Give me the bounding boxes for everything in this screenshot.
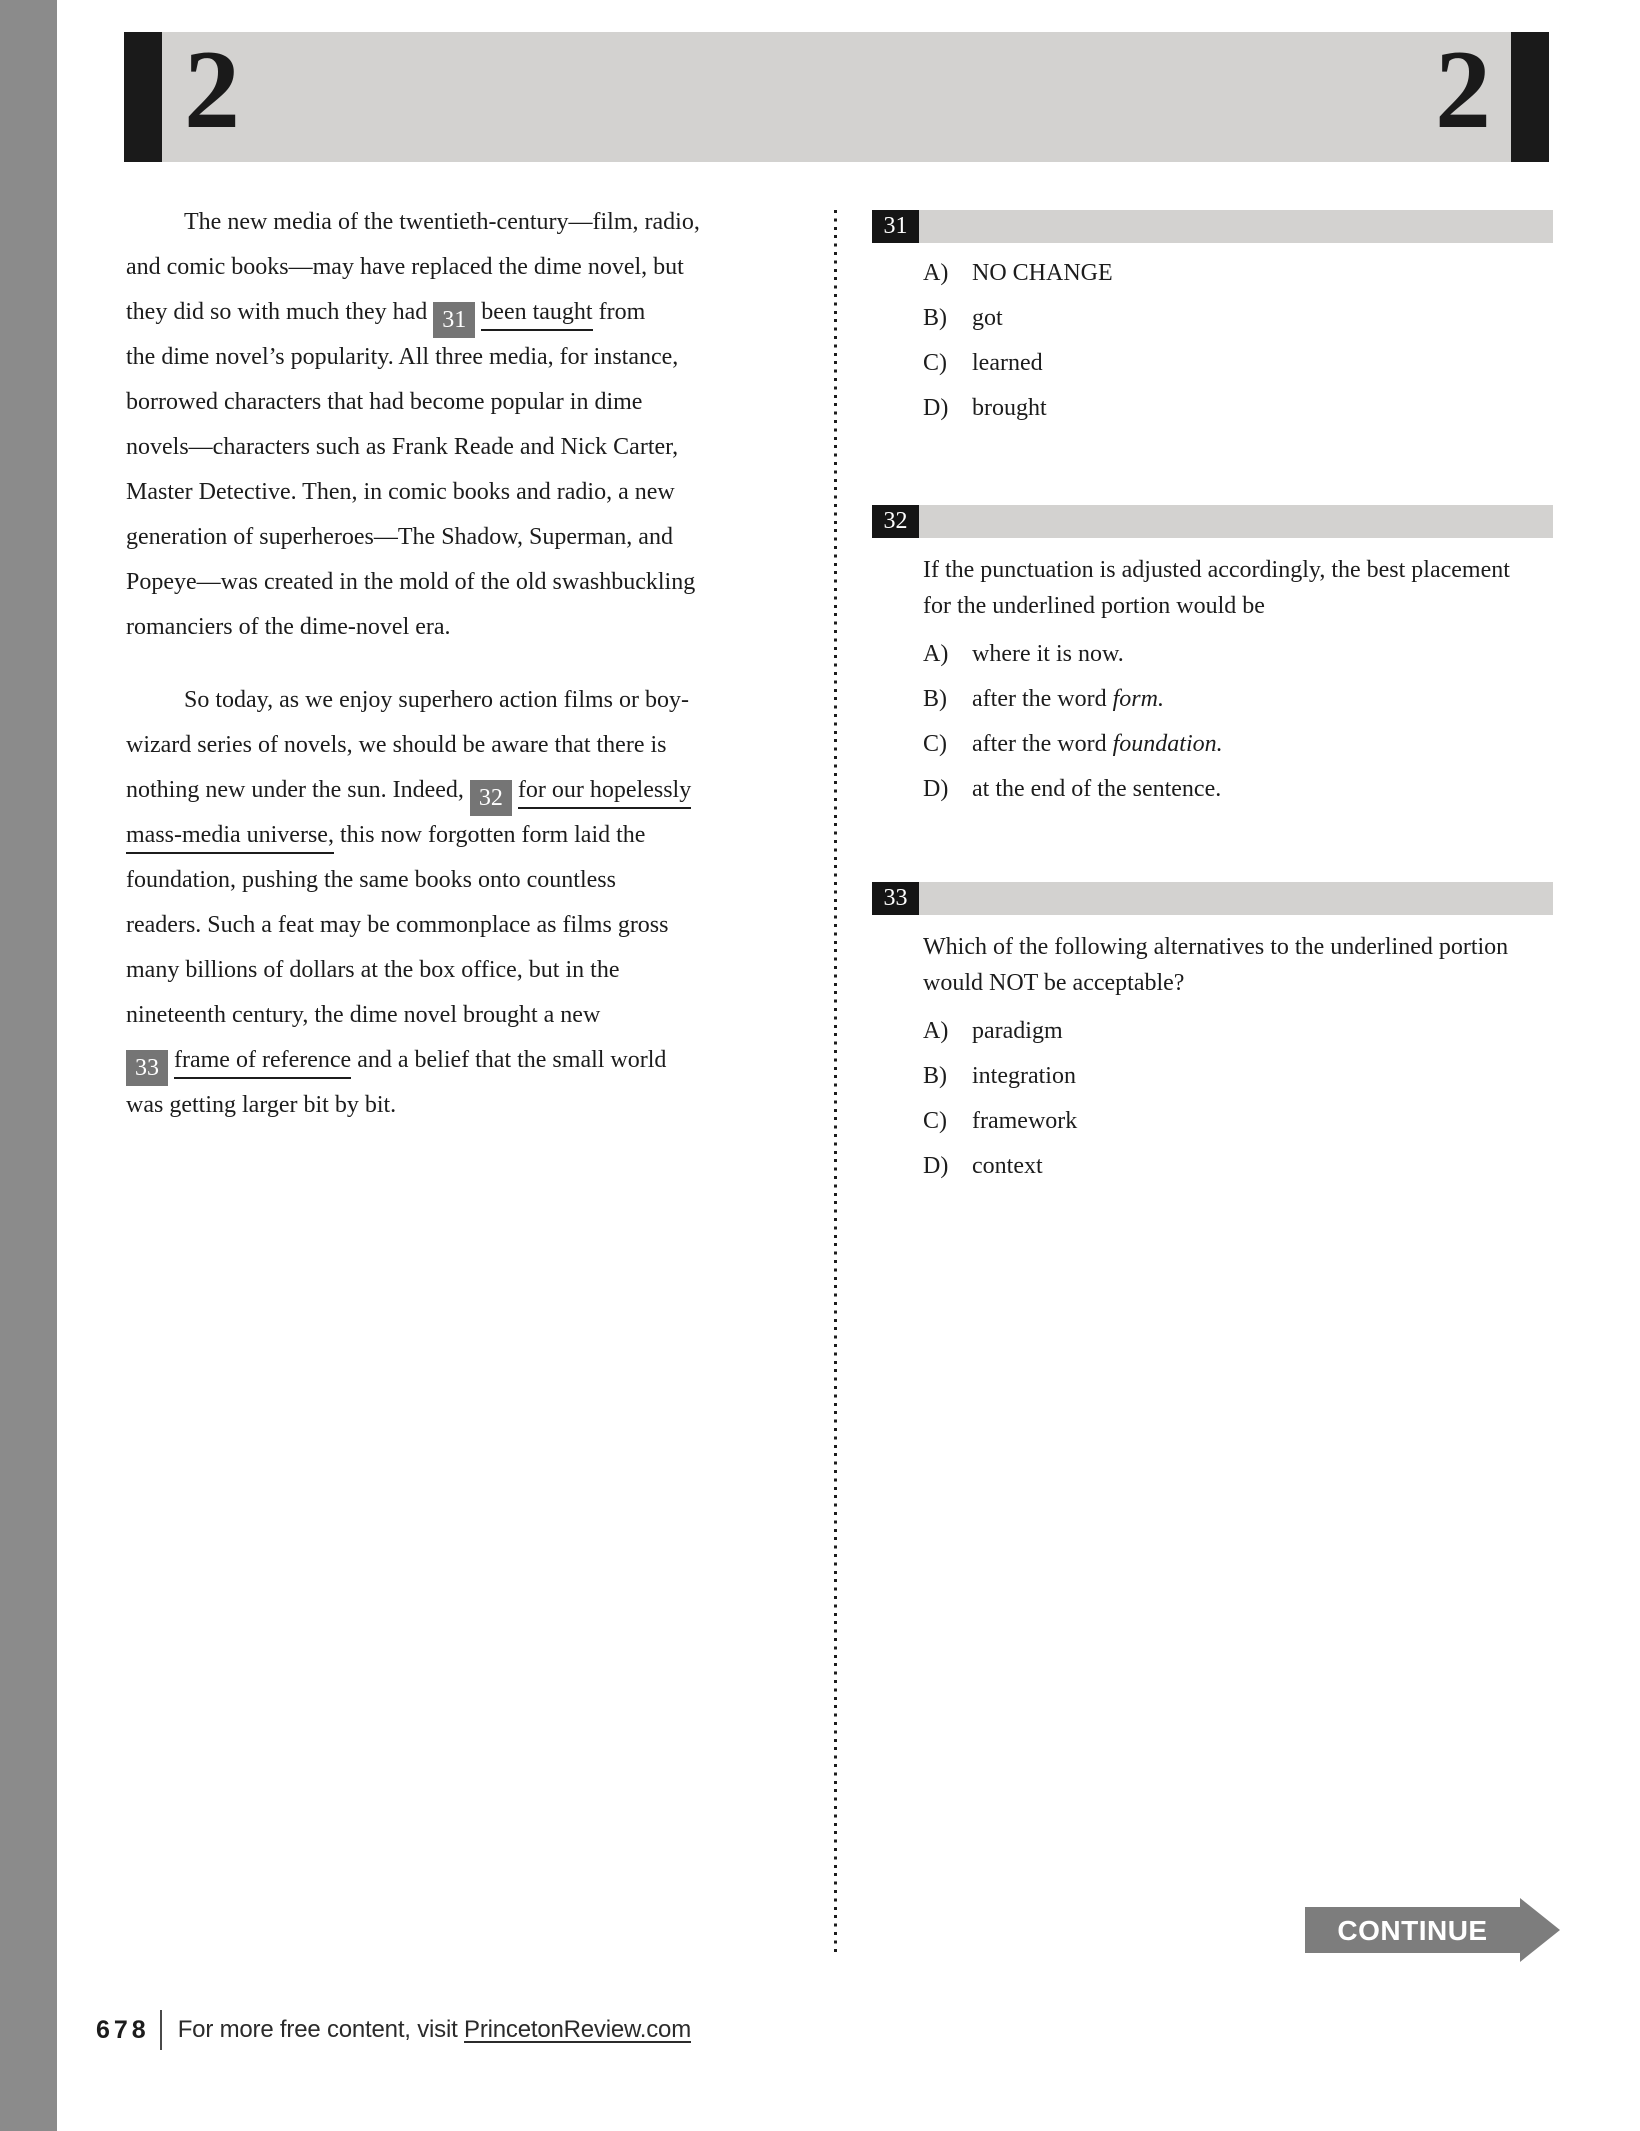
- question-intro: If the punctuation is adjusted accordingly, the best placement for the underlined portion would be: [923, 557, 1510, 619]
- option-text: [972, 395, 1047, 421]
- passage-text: nineteenth century, the dime novel brought a new: [126, 1002, 601, 1028]
- option-text-segment: foundation.: [1112, 731, 1223, 757]
- underlined-text: mass-media universe,: [126, 822, 334, 854]
- question-header-bar: [872, 882, 1553, 915]
- option-text-segment: integration: [972, 1063, 1076, 1089]
- continue-arrow-icon: [1520, 1898, 1560, 1962]
- option-row: [872, 341, 1553, 386]
- question-header-bar: [872, 210, 1553, 243]
- option-text-segment: got: [972, 305, 1003, 331]
- question-number-badge: 31: [872, 210, 919, 243]
- question-intro: Which of the following alternatives to the underlined portion would NOT be acceptable?: [923, 934, 1509, 996]
- option-letter: C): [923, 1108, 947, 1134]
- passage-line: [126, 1038, 826, 1083]
- option-text: [972, 260, 1113, 286]
- option-text: [972, 305, 1003, 331]
- passage-text: Popeye—was created in the mold of the old swashbuckling: [126, 569, 696, 595]
- passage-text: and comic books—may have replaced the dime novel, but: [126, 254, 684, 280]
- footer-text-prefix: For more free content, visit: [177, 2016, 465, 2043]
- option-row: [872, 1144, 1553, 1189]
- passage-line: [126, 290, 826, 335]
- options-list: [872, 632, 1553, 812]
- passage-line: [126, 335, 826, 380]
- option-text: [972, 686, 1164, 712]
- passage: [126, 200, 826, 1128]
- option-letter: A): [923, 1018, 949, 1044]
- passage-text: nothing new under the sun. Indeed,: [126, 777, 470, 803]
- passage-text: borrowed characters that had become popular in dime: [126, 389, 643, 415]
- passage-text: foundation, pushing the same books onto countless: [126, 867, 616, 893]
- option-text: [972, 1108, 1077, 1134]
- option-row: [872, 1099, 1553, 1144]
- section-number-left: 2: [184, 28, 240, 152]
- option-letter: D): [923, 395, 949, 421]
- option-row: [872, 767, 1553, 812]
- question-31: [872, 210, 1553, 431]
- passage-line: [126, 993, 826, 1038]
- passage-text: Master Detective. Then, in comic books and radio, a new: [126, 479, 675, 505]
- option-text-segment: context: [972, 1153, 1043, 1179]
- passage-line: [126, 1083, 826, 1128]
- passage-text: readers. Such a feat may be commonplace as films gross: [126, 912, 669, 938]
- inline-question-marker: 32: [470, 780, 512, 816]
- passage-text: was getting larger bit by bit.: [126, 1092, 397, 1118]
- passage-text: romanciers of the dime-novel era.: [126, 614, 451, 640]
- option-row: [872, 722, 1553, 767]
- passage-line: [126, 380, 826, 425]
- option-letter: C): [923, 350, 947, 376]
- option-text: [972, 1063, 1076, 1089]
- options-list: [872, 251, 1553, 431]
- passage-text: The new media of the twentieth-century—film, radio,: [184, 209, 700, 235]
- option-letter: A): [923, 260, 949, 286]
- option-text-segment: framework: [972, 1108, 1078, 1134]
- question-33: [872, 882, 1553, 1189]
- option-row: [872, 1009, 1553, 1054]
- question-32: [872, 505, 1553, 812]
- passage-line: [126, 425, 826, 470]
- passage-text: and a belief that the small world: [351, 1047, 667, 1073]
- footer-divider: [160, 2010, 162, 2050]
- passage-line: [126, 723, 826, 768]
- passage-text: they did so with much they had: [126, 299, 434, 325]
- underlined-text: frame of reference: [174, 1047, 351, 1079]
- passage-text: So today, as we enjoy superhero action films or boy-: [184, 687, 689, 713]
- inline-question-marker: 33: [126, 1050, 168, 1086]
- passage-line: [126, 768, 826, 813]
- header-black-bar-right: [1511, 32, 1549, 162]
- page-number: 678: [96, 2015, 150, 2044]
- page-footer: [96, 2010, 691, 2050]
- continue-button[interactable]: [1305, 1907, 1520, 1953]
- option-text-segment: after the word: [972, 686, 1113, 712]
- option-row: [872, 677, 1553, 722]
- option-text: [972, 731, 1223, 757]
- section-number-right: 2: [1435, 28, 1491, 152]
- passage-line: [126, 560, 826, 605]
- passage-line: [126, 813, 826, 858]
- option-text-segment: after the word: [972, 731, 1113, 757]
- passage-text: wizard series of novels, we should be aware that there is: [126, 732, 667, 758]
- page-edge-strip: [0, 0, 57, 2131]
- option-row: [872, 386, 1553, 431]
- option-letter: B): [923, 305, 947, 331]
- option-text-segment: brought: [972, 395, 1047, 421]
- passage-text: this now forgotten form laid the: [333, 822, 646, 848]
- option-row: [872, 1054, 1553, 1099]
- passage-text: from: [592, 299, 646, 325]
- passage-line: [126, 678, 826, 723]
- question-number-badge: 32: [872, 505, 919, 538]
- option-letter: D): [923, 1153, 949, 1179]
- passage-text: the dime novel’s popularity. All three media, for instance,: [126, 344, 679, 370]
- passage-text: novels—characters such as Frank Reade and Nick Carter,: [126, 434, 679, 460]
- option-letter: B): [923, 686, 947, 712]
- header-black-bar-left: [124, 32, 162, 162]
- option-letter: D): [923, 776, 949, 802]
- options-list: [872, 1009, 1553, 1189]
- option-text-segment: learned: [972, 350, 1043, 376]
- inline-question-marker: 31: [433, 302, 475, 338]
- option-letter: B): [923, 1063, 947, 1089]
- option-text: [972, 350, 1043, 376]
- passage-paragraph: [126, 200, 826, 650]
- option-text-segment: at the end of the sentence.: [972, 776, 1222, 802]
- passage-line: [126, 470, 826, 515]
- option-text-segment: NO CHANGE: [972, 260, 1113, 286]
- footer-link[interactable]: PrincetonReview.com: [464, 2016, 691, 2043]
- option-row: [872, 632, 1553, 677]
- section-header-band: [124, 28, 1549, 162]
- option-row: [872, 296, 1553, 341]
- continue-label: CONTINUE: [1305, 1907, 1520, 1953]
- passage-line: [126, 200, 826, 245]
- passage-text: generation of superheroes—The Shadow, Superman, and: [126, 524, 673, 550]
- option-letter: A): [923, 641, 949, 667]
- passage-paragraph: [126, 678, 826, 1128]
- option-text-segment: where it is now.: [972, 641, 1124, 667]
- underlined-text: for our hopelessly: [518, 777, 691, 809]
- option-text: [972, 641, 1124, 667]
- option-text: [972, 1018, 1063, 1044]
- passage-line: [126, 948, 826, 993]
- footer-text: [178, 2016, 691, 2044]
- column-divider-dotted: [834, 210, 837, 1955]
- passage-line: [126, 245, 826, 290]
- option-text: [972, 1153, 1043, 1179]
- option-text-segment: form.: [1112, 686, 1164, 712]
- question-number-badge: 33: [872, 882, 919, 915]
- option-text-segment: paradigm: [972, 1018, 1063, 1044]
- question-header-bar: [872, 505, 1553, 538]
- passage-line: [126, 903, 826, 948]
- option-text: [972, 776, 1221, 802]
- underlined-text: been taught: [481, 299, 592, 331]
- passage-line: [126, 515, 826, 560]
- passage-line: [126, 605, 826, 650]
- passage-line: [126, 858, 826, 903]
- passage-text: many billions of dollars at the box office, but in the: [126, 957, 620, 983]
- option-letter: C): [923, 731, 947, 757]
- option-row: [872, 251, 1553, 296]
